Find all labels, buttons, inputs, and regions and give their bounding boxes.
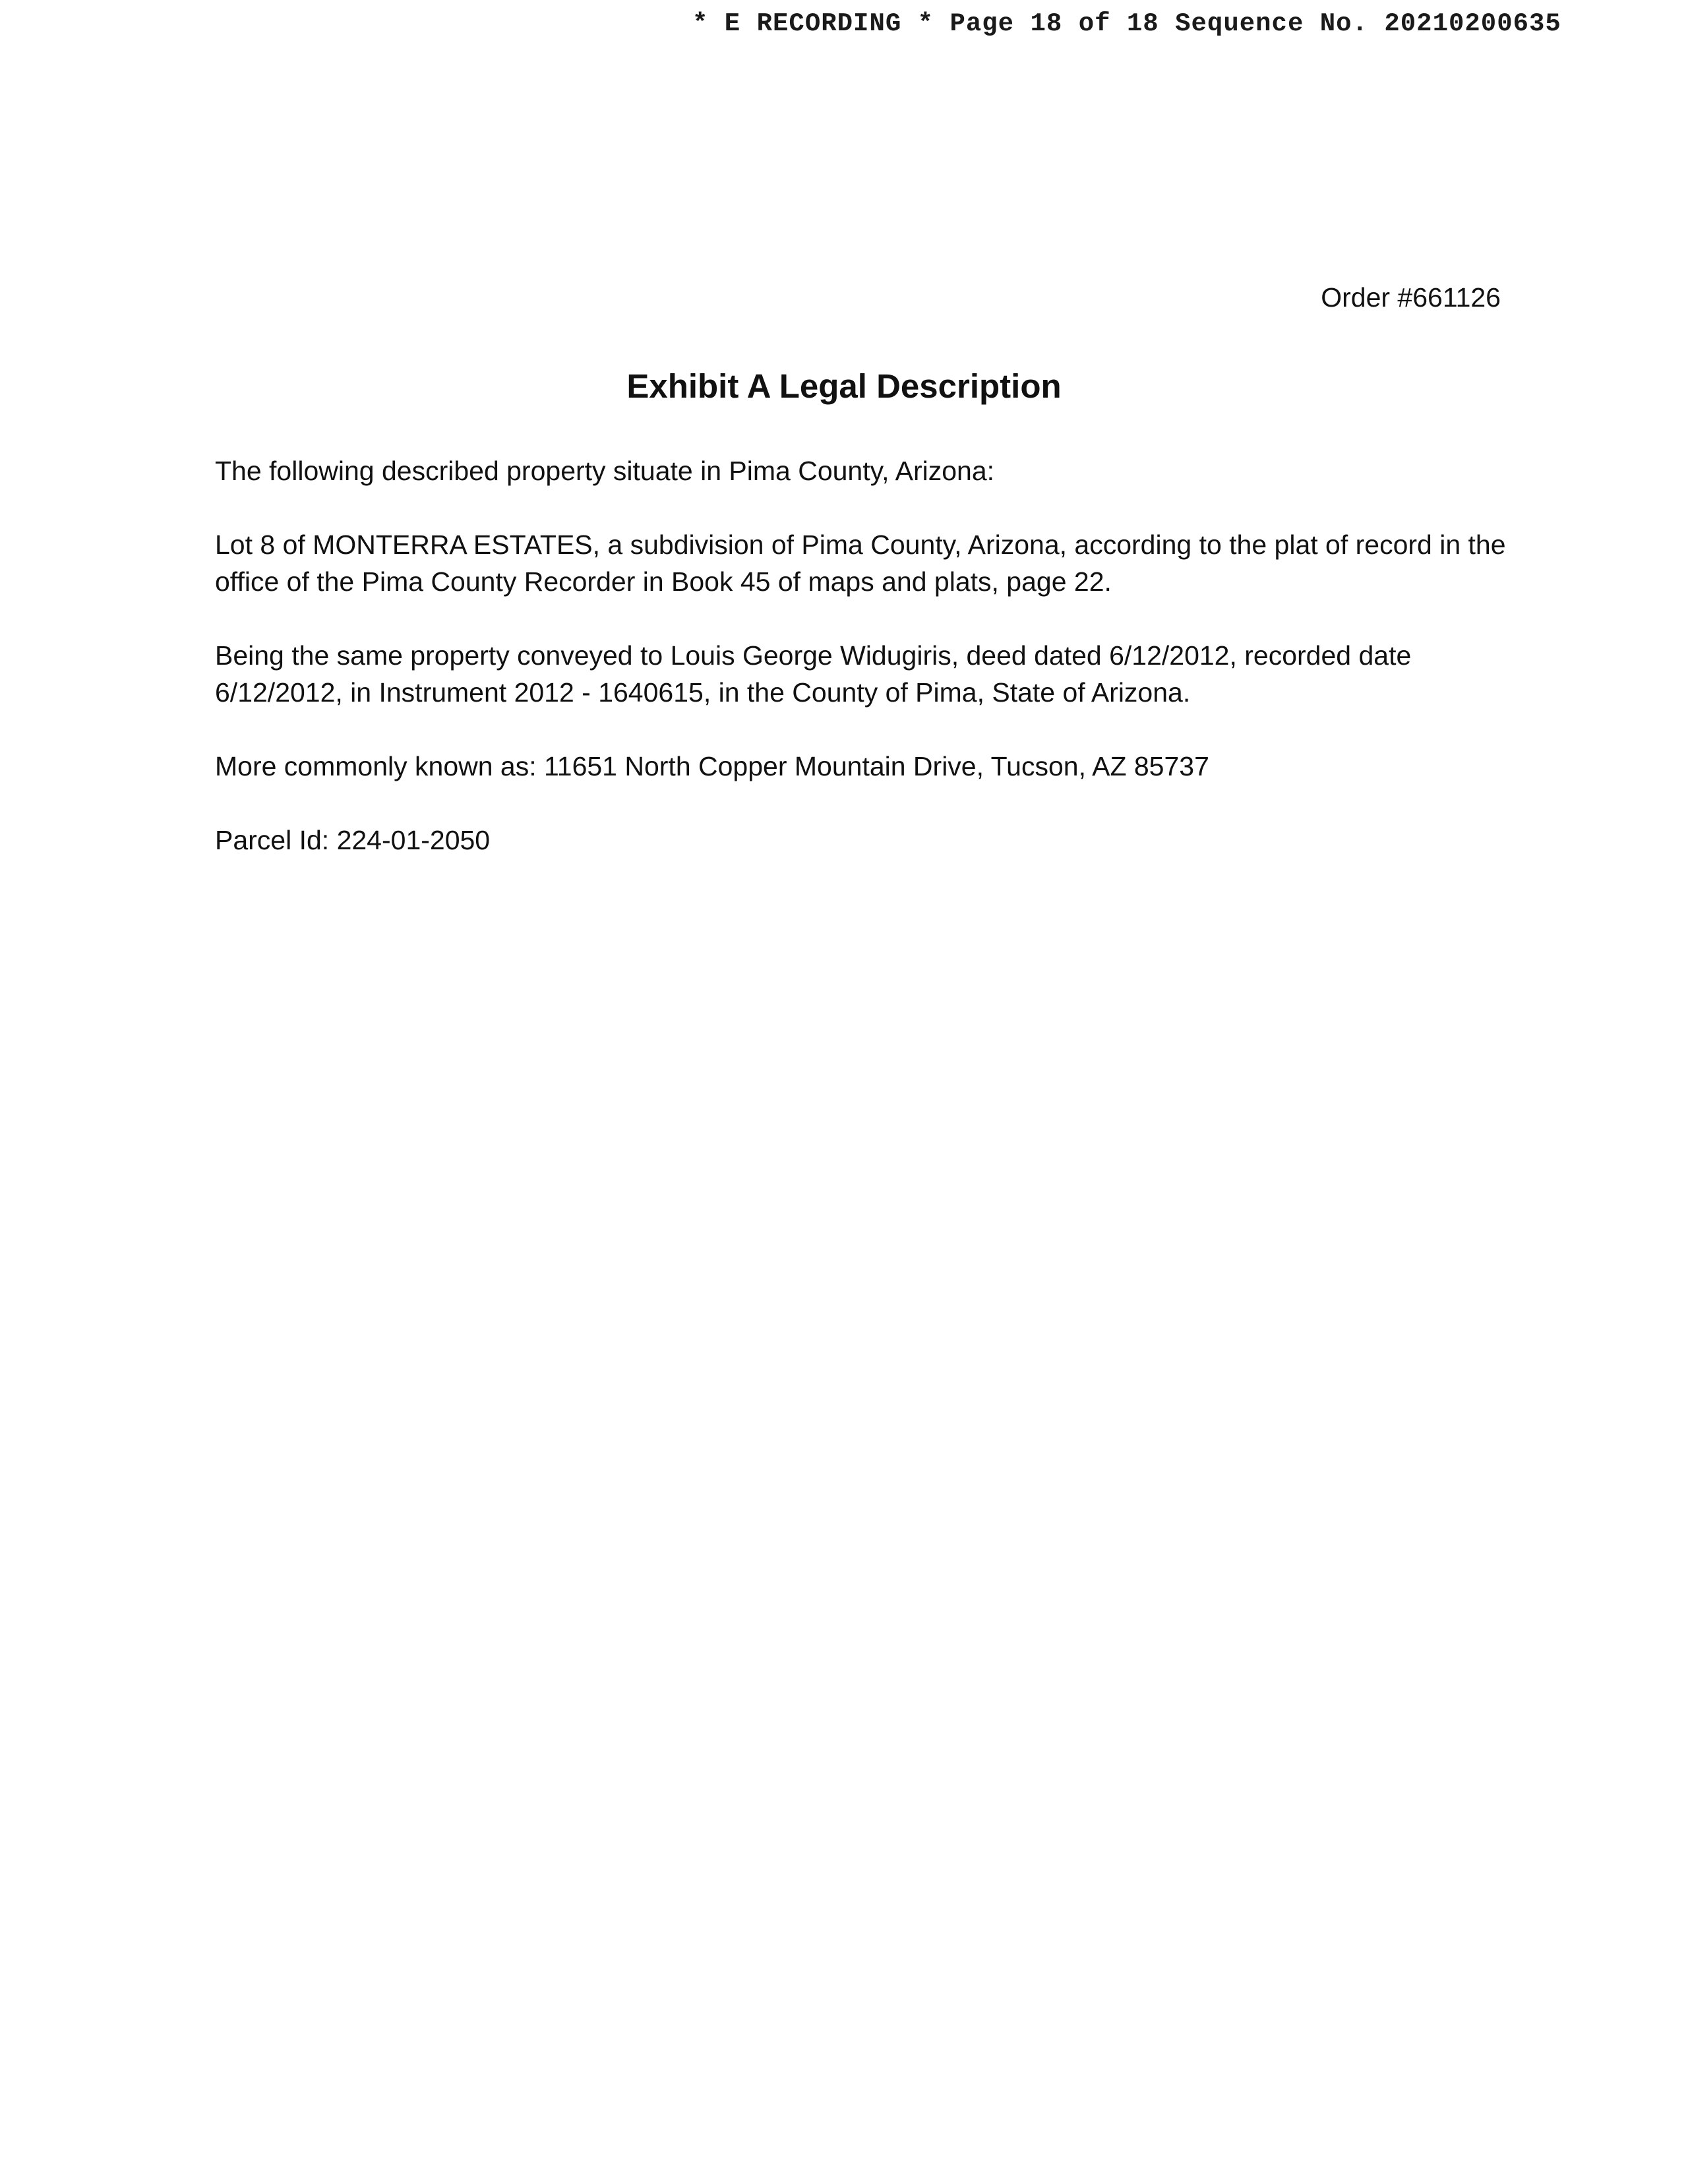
- intro-paragraph: The following described property situate in Pima County, Arizona:: [215, 456, 995, 486]
- recording-stamp-header: * E RECORDING * Page 18 of 18 Sequence No. 20210200635: [692, 9, 1561, 38]
- conveyance-paragraph: Being the same property conveyed to Louis George Widugiris, deed dated 6/12/2012, recorded date 6/12/2012, in Instrument 2012 - 1640615, in the County of Pima, State of Arizona.: [215, 640, 1412, 708]
- order-number: Order #661126: [1321, 282, 1501, 313]
- lot-description-paragraph: Lot 8 of MONTERRA ESTATES, a subdivision of Pima County, Arizona, according to the plat of record in the office of the Pima County Recorder in Book 45 of maps and plats, page 22.: [215, 530, 1506, 597]
- page-title: Exhibit A Legal Description: [626, 367, 1062, 405]
- parcel-id-paragraph: Parcel Id: 224-01-2050: [215, 825, 491, 855]
- property-address-paragraph: More commonly known as: 11651 North Copper Mountain Drive, Tucson, AZ 85737: [215, 751, 1209, 781]
